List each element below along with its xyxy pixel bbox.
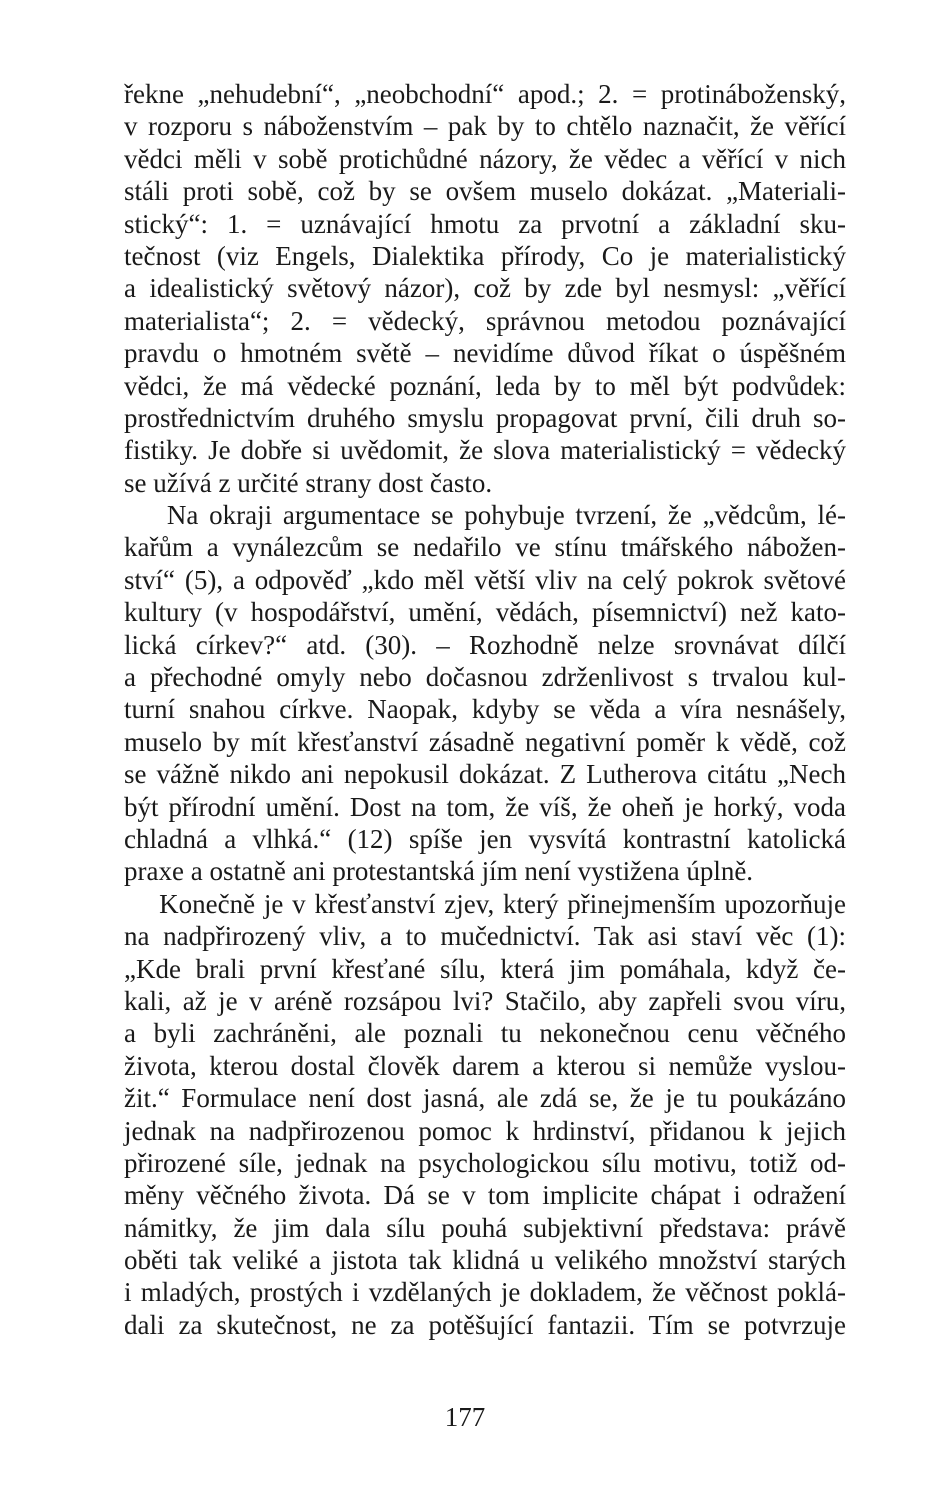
text-line: muselo by mít křesťanství zásadně negativní poměr k vědě, což (124, 726, 846, 757)
text-line: dali za skutečnost, ne za potěšující fantazii. Tím se potvrzuje (124, 1309, 846, 1340)
text-line: žit.“ Formulace není dost jasná, ale zdá se, že je tu poukázáno (124, 1083, 846, 1114)
text-line: kařům a vynálezcům se nedařilo ve stínu tmářského nábožen- (124, 532, 846, 563)
text-line: řekne „nehudební“, „neobchodní“ apod.; 2. = protináboženský, (124, 79, 846, 109)
page-number: 177 (444, 1402, 486, 1432)
text-line: stáli proti sobě, což by se ovšem muselo dokázat. „Materiali- (124, 176, 846, 207)
text-line: se užívá z určité strany dost často. (124, 467, 493, 498)
text-line: námitky, že jim dala sílu pouhá subjektivní představa: právě (124, 1212, 846, 1243)
text-line: „Kde brali první křesťané sílu, která jim pomáhala, když če- (124, 953, 846, 984)
text-line: být přírodní umění. Dost na tom, že víš, že oheň je horký, voda (124, 791, 846, 822)
text-line: a idealistický světový názor), což by zde byl nesmysl: „věřící (124, 273, 846, 304)
text-line: se vážně nikdo ani nepokusil dokázat. Z Lutherova citátu „Nech (124, 759, 846, 790)
text-line: lická církev?“ atd. (30). – Rozhodně nelze srovnávat dílčí (124, 629, 846, 660)
text-line: i mladých, prostých i vzdělaných je dokladem, že věčnost poklá- (124, 1277, 846, 1308)
text-line: vědci měli v sobě protichůdné názory, že vědec a věřící v nich (124, 143, 846, 174)
text-line: přirozené síle, jednak na psychologickou sílu motivu, totiž od- (124, 1147, 846, 1178)
text-line: stický“: 1. = uznávající hmotu za prvotní a základní sku- (124, 208, 846, 239)
text-line: života, kterou dostal člověk darem a kterou si nemůže vyslou- (124, 1050, 846, 1081)
text-line: materialista“; 2. = vědecký, správnou metodou poznávající (124, 305, 846, 336)
text-line: chladná a vlhká.“ (12) spíše jen vysvítá kontrastní katolická (124, 823, 846, 854)
text-line: Na okraji argumentace se pohybuje tvrzení, že „vědcům, lé- (124, 500, 846, 531)
text-line: turní snahou církve. Naopak, kdyby se věda a víra nesnášely, (124, 694, 846, 725)
text-line: ství“ (5), a odpověď „kdo měl větší vliv na celý pokrok světové (124, 564, 846, 595)
text-line: na nadpřirozený vliv, a to mučednictví. Tak asi staví věc (1): (124, 921, 846, 952)
text-line: tečnost (viz Engels, Dialektika přírody, Co je materialistický (124, 240, 846, 271)
text-line: vědci, že má vědecké poznání, leda by to měl být podvůdek: (124, 370, 846, 401)
body-text (124, 78, 846, 1341)
text-line: oběti tak veliké a jistota tak klidná u velikého množství starých (124, 1245, 846, 1276)
text-line: fistiky. Je dobře si uvědomit, že slova materialistický = vědecký (124, 435, 846, 466)
text-line: měny věčného života. Dá se v tom implicite chápat i odražení (124, 1180, 846, 1211)
text-line: pravdu o hmotném světě – nevidíme důvod říkat o úspěšném (124, 338, 846, 369)
text-line: a byli zachráněni, ale poznali tu nekonečnou cenu věčného (124, 1018, 846, 1049)
text-line: a přechodné omyly nebo dočasnou zdrženlivost s trvalou kul- (124, 662, 846, 693)
text-line: praxe a ostatně ani protestantská jím není vystižena úplně. (124, 856, 754, 887)
text-line: prostřednictvím druhého smyslu propagovat první, čili druh so- (124, 402, 846, 433)
text-line: v rozporu s náboženstvím – pak by to chtělo naznačit, že věřící (124, 111, 846, 142)
text-line: kultury (v hospodářství, umění, vědách, písemnictví) než kato- (124, 597, 846, 628)
text-line: kali, až je v aréně rozsápou lvi? Stačilo, aby zapřeli svou víru, (124, 985, 846, 1016)
text-line: jednak na nadpřirozenou pomoc k hrdinství, přidanou k jejich (124, 1115, 846, 1146)
text-line: Konečně je v křesťanství zjev, který přinejmenším upozorňuje (124, 888, 846, 919)
